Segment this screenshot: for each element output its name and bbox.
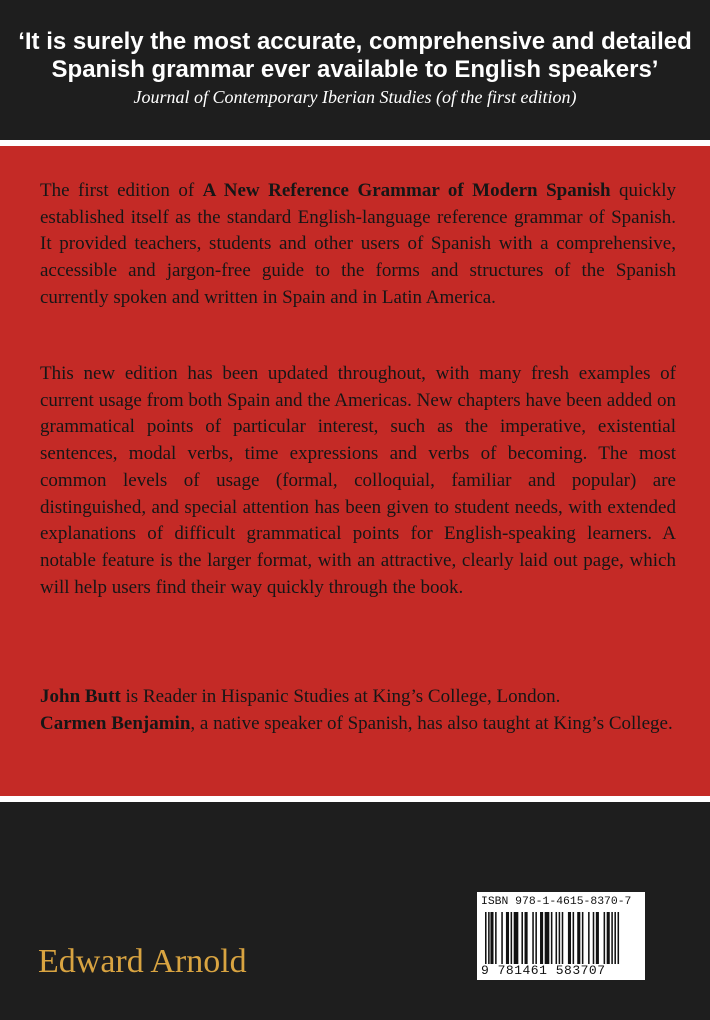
barcode-bars	[483, 912, 639, 964]
footer-band	[0, 802, 710, 1020]
barcode-bar	[611, 912, 613, 964]
barcode-bar	[495, 912, 497, 964]
author-1-bio: is Reader in Hispanic Studies at King’s College, London.	[120, 686, 561, 707]
barcode-bar	[562, 912, 564, 964]
barcode-bar	[593, 912, 595, 964]
barcode-bar	[521, 912, 523, 964]
author-2-name: Carmen Benjamin	[40, 712, 191, 734]
author-bios	[40, 684, 676, 737]
barcode-bar	[604, 912, 606, 964]
book-title: A New Reference Grammar of Modern Spanish	[202, 180, 611, 201]
author-1-name: John Butt	[40, 686, 121, 707]
quote-line-1: ‘It is surely the most accurate, comprehensive and detailed	[18, 28, 692, 55]
p1-lead: The first edition of	[40, 180, 203, 201]
barcode-bar	[556, 912, 558, 964]
barcode-bar	[551, 912, 553, 964]
barcode-bar	[532, 912, 534, 964]
barcode-bar	[607, 912, 610, 964]
barcode-bar	[582, 912, 584, 964]
barcode	[477, 892, 645, 980]
publisher-name: Edward Arnold	[38, 943, 247, 980]
barcode-bar	[485, 912, 487, 964]
isbn-label: ISBN 978-1-4615-8370-7	[481, 896, 632, 908]
barcode-bar	[577, 912, 580, 964]
barcode-bar	[573, 912, 575, 964]
review-quote	[0, 28, 710, 84]
description-panel	[0, 146, 710, 796]
barcode-bar	[514, 912, 519, 964]
barcode-bar	[559, 912, 561, 964]
quote-source: Journal of Contemporary Iberian Studies (of the first edition)	[133, 87, 577, 107]
description-paragraph-2: This new edition has been updated throughout, with many fresh examples of current usage from both Spain and the Americas. New chapters have been added on grammatical points of particular interest, such as the imperative, existential sentences, modal verbs, time expressions and verbs of becoming. The most common levels of usage (formal, colloquial, familiar and popular) are distinguished, and special attention has been given to student needs, with extended explanations of difficult grammatical points for English-speaking learners. A notable feature is the larger format, with an attractive, clearly laid out page, which will help users find their way quickly through the book.	[40, 363, 676, 598]
barcode-bar	[490, 912, 493, 964]
quote-line-2: Spanish grammar ever available to English speakers’	[51, 56, 659, 83]
barcode-bar	[540, 912, 543, 964]
barcode-bar	[511, 912, 513, 964]
barcode-bar	[488, 912, 490, 964]
barcode-bar	[525, 912, 528, 964]
barcode-bar	[568, 912, 571, 964]
barcode-digits: 9 781461 583707	[481, 963, 606, 978]
barcode-bar	[596, 912, 599, 964]
barcode-bar	[535, 912, 537, 964]
description-paragraph-1	[40, 178, 676, 312]
barcode-bar	[545, 912, 550, 964]
header-band	[0, 0, 710, 140]
barcode-bar	[618, 912, 620, 964]
author-2-bio: , a native speaker of Spanish, has also taught at King’s College.	[190, 712, 673, 734]
barcode-bar	[588, 912, 590, 964]
barcode-bar	[614, 912, 616, 964]
p1-rest: quickly established itself as the standard English-language reference grammar of Spanish. It provided teachers, students and other users of Spanish with a comprehensive, accessible and jargon-free guide to the forms and structures of the Spanish currently spoken and written in Spain and in Latin America.	[40, 180, 676, 308]
barcode-bar	[501, 912, 503, 964]
barcode-bar	[506, 912, 509, 964]
